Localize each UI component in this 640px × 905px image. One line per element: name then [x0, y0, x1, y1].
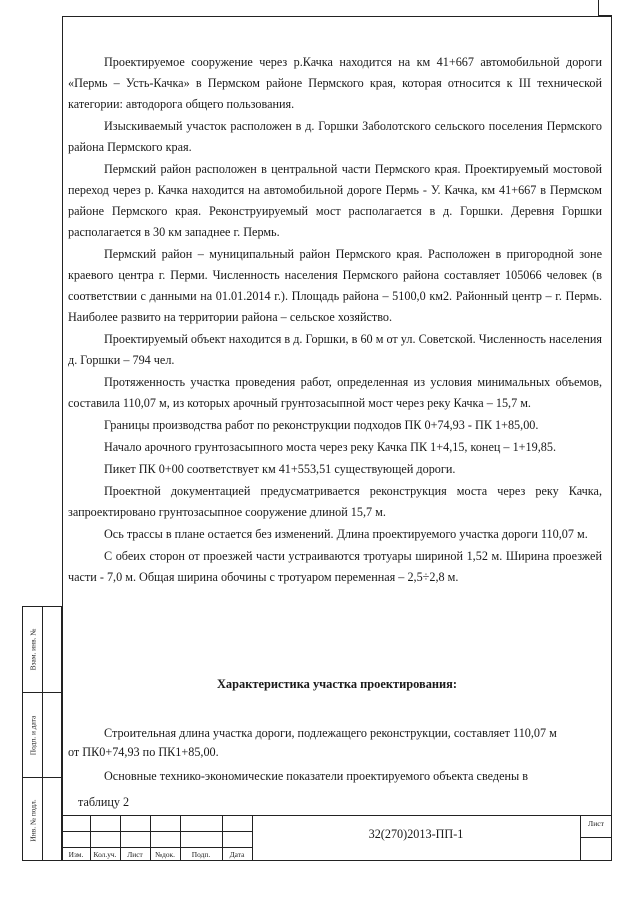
- document-body: [68, 52, 602, 589]
- stamp-label-sign-date: Подп. и дата: [28, 715, 38, 756]
- paragraph: Начало арочного грунтозасыпного моста через реку Качка ПК 1+4,15, конец – 1+19,85.: [104, 440, 556, 454]
- frame-corner-mark: [598, 0, 599, 16]
- tb-col-izm: Изм.: [68, 850, 84, 859]
- tb-col-list: Лист: [127, 850, 143, 859]
- tb-line: [580, 837, 612, 838]
- paragraph: Проектируемое сооружение через р.Качка находится на км 41+667 автомобильной дороги «Пермь – Усть-Качка» в Пермском районе Пермского края, которая относится к III технической категории: автодорога общего пользования.: [68, 55, 602, 111]
- tb-line: [62, 815, 612, 816]
- stamp-divider: [42, 607, 43, 860]
- tb-col-podp: Подп.: [191, 850, 211, 859]
- tb-col-data: Дата: [229, 850, 245, 859]
- paragraph: Границы производства работ по реконструкции подходов ПК 0+74,93 - ПК 1+85,00.: [104, 418, 539, 432]
- stamp-divider: [23, 692, 61, 693]
- section-body: [68, 724, 602, 812]
- title-block: [62, 815, 612, 861]
- stamp-label-inv-original: Инв. № подл.: [28, 799, 38, 842]
- paragraph: Строительная длина участка дороги, подлежащего реконструкции, составляет 110,07 м: [104, 726, 557, 740]
- paragraph: Пикет ПК 0+00 соответствует км 41+553,51 существующей дороги.: [104, 462, 456, 476]
- paragraph: Пермский район – муниципальный район Пермского края. Расположен в пригородной зоне краевого центра г. Перми. Численность населения Пермского района составляет 105066 человек (в соответствии с данными на 01.01.2014 г.). Площадь района – 5100,0 км2. Районный центр – г. Пермь. Наиболее развито на территории района – сельское хозяйство.: [68, 247, 602, 324]
- paragraph: Пермский район расположен в центральной части Пермского края. Проектируемый мостовой переход через р. Качка находится на автомобильной дороге Пермь - У. Качка, км 41+667 в Пермском районе Пермского края. Реконструируемый мост располагается в д. Горшки. Деревня Горшки располагается в 30 км западнее г. Пермь.: [68, 162, 602, 239]
- paragraph: таблицу 2: [78, 795, 130, 809]
- paragraph: Изыскиваемый участок расположен в д. Горшки Заболотского сельского поселения Пермского района Пермского края.: [68, 119, 602, 154]
- section-heading: Характеристика участка проектирования:: [216, 677, 458, 691]
- tb-col-kol-uch: Кол.уч.: [93, 850, 117, 859]
- stamp-divider: [23, 777, 61, 778]
- paragraph: Протяженность участка проведения работ, определенная из условия минимальных объемов, составила 110,07 м, из которых арочный грунтозасыпной мост через реку Качка – 15,7 м.: [68, 375, 602, 410]
- paragraph: Основные технико-экономические показатели проектируемого объекта сведены в: [104, 769, 529, 783]
- paragraph: Проектируемый объект находится в д. Горшки, в 60 м от ул. Советской. Численность населения д. Горшки – 794 чел.: [68, 332, 602, 367]
- document-code: 32(270)2013-ПП-1: [368, 827, 464, 841]
- sheet-label: Лист: [588, 819, 604, 828]
- tb-col-n-dok: №док.: [155, 850, 175, 859]
- stamp-label-inv-replaced: Взам. инв. №: [28, 628, 38, 671]
- frame-corner-mark: [598, 15, 612, 16]
- paragraph-continuation: от ПК0+74,93 по ПК1+85,00.: [68, 745, 219, 759]
- paragraph: С обеих сторон от проезжей части устраиваются тротуары шириной 1,52 м. Ширина проезжей части - 7,0 м. Общая ширина обочины с тротуаром переменная – 2,5÷2,8 м.: [68, 549, 602, 584]
- paragraph: Проектной документацией предусматривается реконструкция моста через реку Качка, запроектировано грунтозасыпное сооружение длиной 15,7 м.: [68, 484, 602, 519]
- side-stamp: [22, 606, 62, 861]
- paragraph: Ось трассы в плане остается без изменений. Длина проектируемого участка дороги 110,07 м.: [104, 527, 588, 541]
